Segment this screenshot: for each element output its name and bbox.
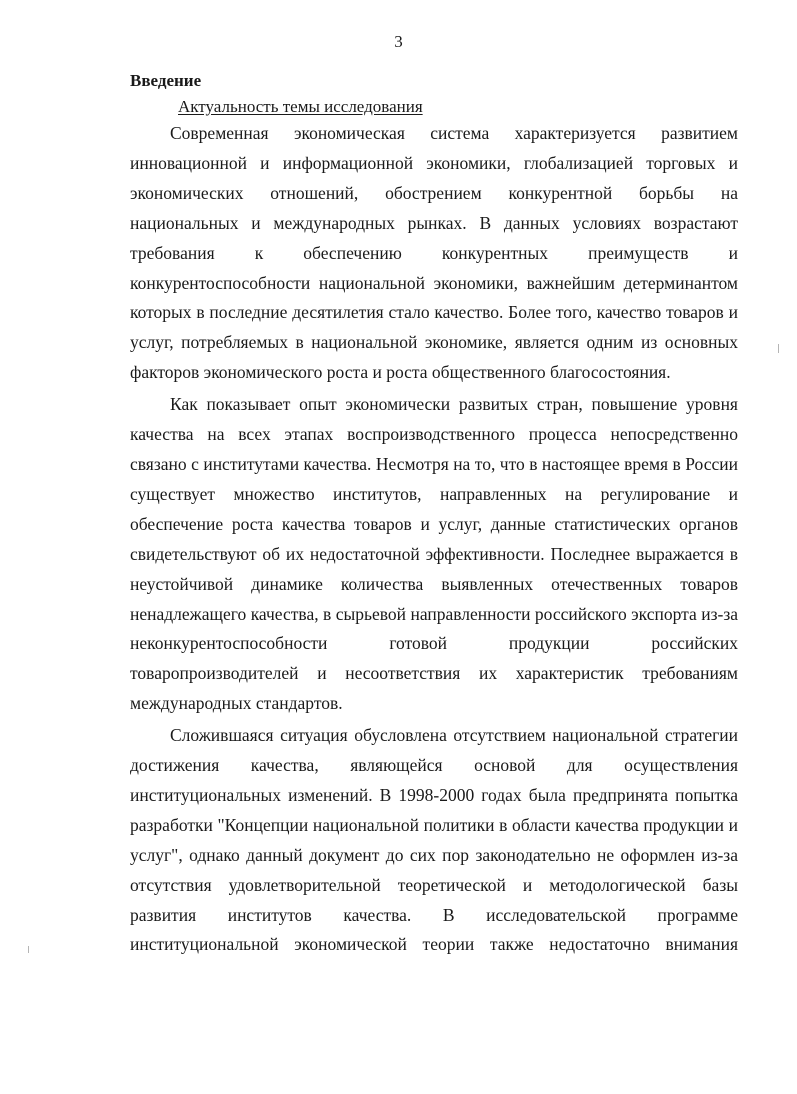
section-subheading: Актуальность темы исследования bbox=[178, 97, 423, 116]
section-heading: Введение bbox=[130, 71, 202, 90]
paragraph-1: Современная экономическая система характеризуется развитием инновационной и информационной экономики, глобализацией торговых и экономических отношений, обострением конкурентной борьбы на национальных и международных рынках. В данных условиях возрастают требования к обеспечению конкурентных преимуществ и конкурентоспособности национальной экономики, важнейшим детерминантом которых в последние десятилетия стало качество. Более того, качество товаров и услуг, потребляемых в национальной экономике, является одним из основных факторов экономического роста и роста общественного благосостояния. bbox=[130, 123, 738, 383]
paragraph-3: Сложившаяся ситуация обусловлена отсутствием национальной стратегии достижения качества, являющейся основой для осуществления институциональных изменений. В 1998-2000 годах была предпринята попытка разработки "Концепции национальной политики в области качества продукции и услуг", однако данный документ до сих пор законодательно не оформлен из-за отсутствия удовлетворительной теоретической и методологической базы развития институтов качества. В исследовательской программе институциональной экономической теории также недостаточно внимания bbox=[130, 725, 738, 955]
scan-artifact-mark bbox=[778, 344, 779, 353]
body-text bbox=[130, 119, 738, 960]
paragraph-2: Как показывает опыт экономически развитых стран, повышение уровня качества на всех этапах воспроизводственного процесса непосредственно связано с институтами качества. Несмотря на то, что в настоящее время в России существует множество институтов, направленных на регулирование и обеспечение роста качества товаров и услуг, данные статистических органов свидетельствуют об их недостаточной эффективности. Последнее выражается в неустойчивой динамике количества выявленных отечественных товаров ненадлежащего качества, в сырьевой направленности российского экспорта из-за неконкурентоспособности готовой продукции российских товаропроизводителей и несоответствия их характеристик требованиям международных стандартов. bbox=[130, 394, 738, 714]
scan-artifact-mark bbox=[28, 946, 29, 953]
page-number: 3 bbox=[394, 32, 403, 51]
